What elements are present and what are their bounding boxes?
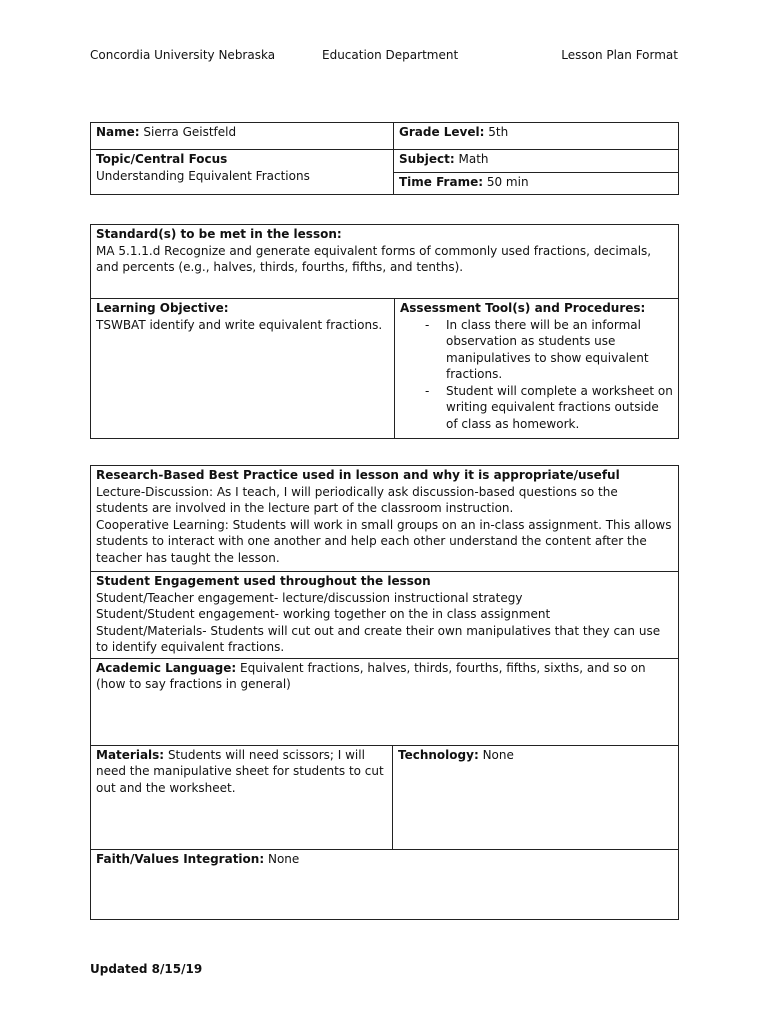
standards-label: Standard(s) to be met in the lesson: xyxy=(96,227,342,241)
assessment-list xyxy=(400,317,673,433)
objective-text: TSWBAT identify and write equivalent fractions. xyxy=(96,317,383,332)
standards-cell xyxy=(91,225,679,299)
footer-updated: Updated 8/15/19 xyxy=(90,962,203,976)
subject-cell xyxy=(394,150,679,173)
materials-label: Materials: xyxy=(96,747,165,762)
subject-label: Subject: xyxy=(399,152,455,166)
topic-label: Topic/Central Focus xyxy=(96,152,228,166)
header-department: Education Department xyxy=(322,48,459,62)
academic-value: Equivalent fractions, halves, thirds, fourths, fifths, sixths, and so on (how to say fractions in general) xyxy=(96,660,646,691)
materials-value: Students will need scissors; I will need the manipulative sheet for students to cut out and the worksheet. xyxy=(96,747,384,795)
research-line: Lecture-Discussion: As I teach, I will periodically ask discussion-based questions so the students are involved in the lecture part of the classroom instruction. xyxy=(96,484,618,515)
grade-cell xyxy=(394,123,679,150)
standards-text: MA 5.1.1.d Recognize and generate equivalent forms of commonly used fractions, decimals, and percents (e.g., halves, thirds, fourths, fifths, and tenths). xyxy=(96,243,652,274)
research-line: Cooperative Learning: Students will work in small groups on an in-class assignment. This allows students to interact with one another and help each other understand the content after the teacher has taught the lesson. xyxy=(96,517,672,565)
faith-label: Faith/Values Integration: xyxy=(96,851,265,866)
research-cell xyxy=(91,466,679,572)
objective-cell xyxy=(91,299,395,439)
topic-cell xyxy=(91,150,394,195)
practice-table xyxy=(90,465,679,920)
name-cell xyxy=(91,123,394,150)
assessment-label: Assessment Tool(s) and Procedures: xyxy=(400,301,646,315)
engagement-cell xyxy=(91,572,679,659)
time-value: 50 min xyxy=(486,175,529,189)
faith-value: None xyxy=(267,851,300,866)
objective-label: Learning Objective: xyxy=(96,301,229,315)
engagement-line: Student/Teacher engagement- lecture/discussion instructional strategy xyxy=(96,590,523,605)
technology-value: None xyxy=(482,747,514,762)
technology-label: Technology: xyxy=(398,747,479,762)
assessment-cell xyxy=(395,299,679,439)
name-value: Sierra Geistfeld xyxy=(143,125,237,139)
engagement-line: Student/Student engagement- working together on the in class assignment xyxy=(96,607,551,621)
grade-label: Grade Level: xyxy=(399,125,485,139)
engagement-label: Student Engagement used throughout the lesson xyxy=(96,574,431,588)
research-label: Research-Based Best Practice used in lesson and why it is appropriate/useful xyxy=(96,468,620,482)
time-label: Time Frame: xyxy=(399,175,484,189)
header-institution: Concordia University Nebraska xyxy=(90,48,276,62)
materials-cell xyxy=(91,745,393,849)
header-document-type: Lesson Plan Format xyxy=(561,48,678,62)
technology-cell xyxy=(393,745,679,849)
topic-value: Understanding Equivalent Fractions xyxy=(96,168,310,183)
subject-value: Math xyxy=(458,152,489,166)
academic-language-cell xyxy=(91,658,679,745)
faith-cell xyxy=(91,849,679,919)
time-cell xyxy=(394,173,679,195)
academic-label: Academic Language: xyxy=(96,660,237,675)
grade-value: 5th xyxy=(488,125,509,139)
info-table xyxy=(90,122,679,195)
standards-table xyxy=(90,224,679,439)
engagement-line: Student/Materials- Students will cut out and create their own manipulatives that they can use to identify equivalent fractions. xyxy=(96,623,661,654)
list-item: - In class there will be an informal observation as students use manipulatives to show equivalent fractions. xyxy=(446,317,673,383)
list-item: - Student will complete a worksheet on writing equivalent fractions outside of class as homework. xyxy=(446,383,673,433)
name-label: Name: xyxy=(96,125,140,139)
